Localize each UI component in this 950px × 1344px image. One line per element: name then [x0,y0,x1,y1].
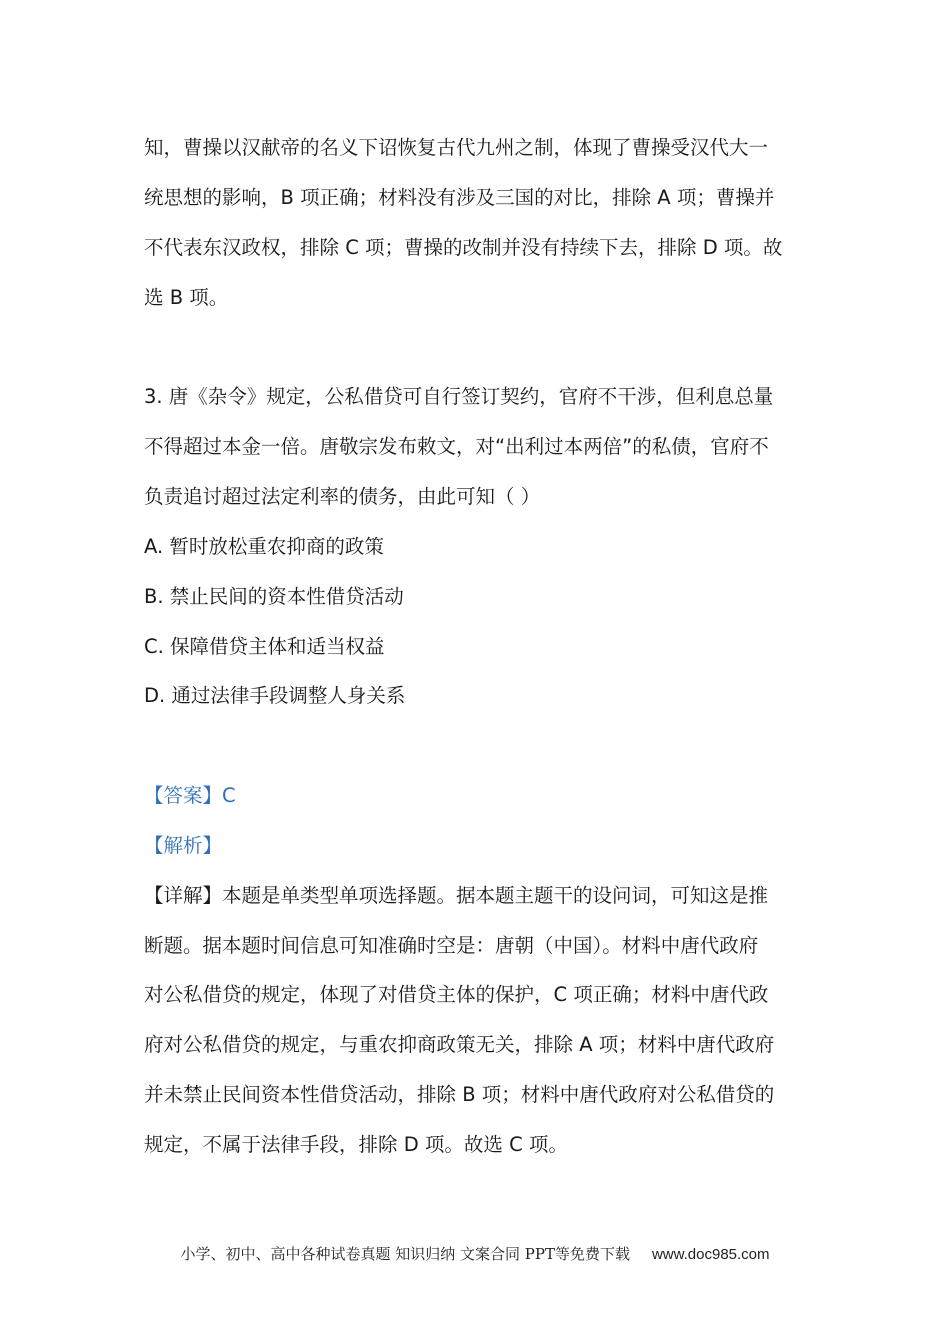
option-a: A. 暂时放松重农抑商的政策 [144,535,384,558]
analysis-line: 并未禁止民间资本性借贷活动，排除 B 项；材料中唐代政府对公私借贷的 [144,1083,775,1106]
prev-analysis-line: 知，曹操以汉献帝的名义下诏恢复古代九州之制，体现了曹操受汉代大一 [144,136,769,159]
question-stem-line: 3. 唐《杂令》规定，公私借贷可自行签订契约，官府不干涉，但利息总量 [144,385,774,408]
question-stem-line: 不得超过本金一倍。唐敬宗发布敕文，对“出利过本两倍”的私债，官府不 [144,435,769,458]
prev-analysis-line: 不代表东汉政权，排除 C 项；曹操的改制并没有持续下去，排除 D 项。故 [144,236,783,259]
analysis-line: 断题。据本题时间信息可知准确时空是：唐朝（中国）。材料中唐代政府 [144,934,759,957]
page-footer [0,1243,950,1264]
answer-label: 【答案】C [144,784,236,807]
analysis-line: 规定，不属于法律手段，排除 D 项。故选 C 项。 [144,1133,568,1156]
footer-site-link[interactable]: www.doc985.com [651,1246,770,1263]
analysis-line: 府对公私借贷的规定，与重农抑商政策无关，排除 A 项；材料中唐代政府 [144,1033,775,1056]
analysis-line: 对公私借贷的规定，体现了对借贷主体的保护，C 项正确；材料中唐代政 [144,983,769,1006]
analysis-label: 【解析】 [144,834,223,857]
option-d: D. 通过法律手段调整人身关系 [144,684,406,707]
option-c: C. 保障借贷主体和适当权益 [144,635,385,658]
prev-analysis-line: 统思想的影响，B 项正确；材料没有涉及三国的对比，排除 A 项；曹操并 [144,186,775,209]
question-stem-line: 负责追讨超过法定利率的债务，由此可知（ ） [144,485,541,508]
analysis-line: 【详解】本题是单类型单项选择题。据本题主题干的设问词，可知这是推 [144,884,769,907]
footer-text: 小学、初中、高中各种试卷真题 知识归纳 文案合同 PPT等免费下载 [180,1245,630,1263]
option-b: B. 禁止民间的资本性借贷活动 [144,585,404,608]
prev-analysis-line: 选 B 项。 [144,286,229,309]
